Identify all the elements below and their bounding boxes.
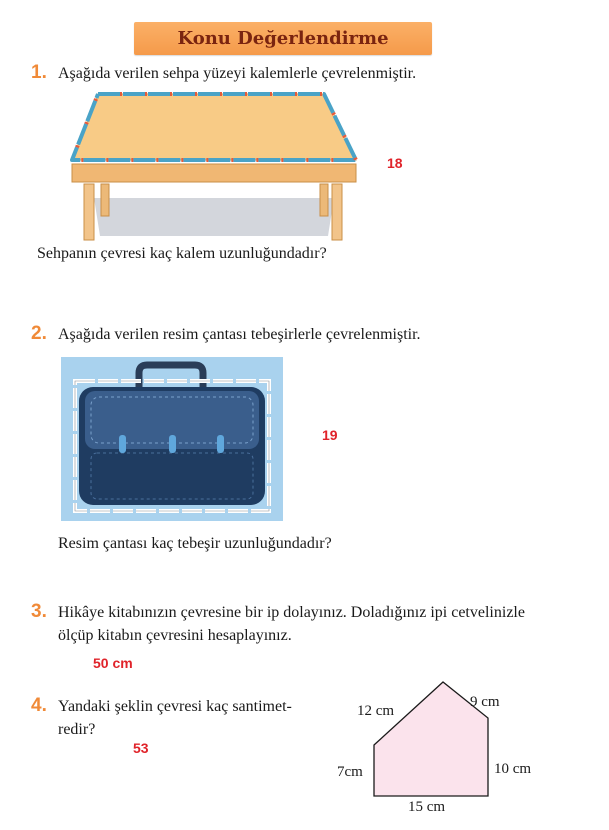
question-3-number: 3.: [31, 601, 47, 622]
question-3-answer: 50 cm: [93, 655, 133, 671]
question-2-prompt: Resim çantası kaç tebeşir uzunluğundadır?: [58, 535, 332, 552]
label-top-right: 9 cm: [470, 694, 500, 710]
question-4-text-line1: Yandaki şeklin çevresi kaç santimet-: [58, 698, 292, 715]
question-2-number: 2.: [31, 323, 47, 344]
question-1-text: Aşağıda verilen sehpa yüzeyi kalemlerle çevrelenmiştir.: [58, 65, 417, 82]
label-top-left: 12 cm: [357, 703, 395, 719]
label-right: 10 cm: [494, 761, 532, 777]
question-2-text: Aşağıda verilen resim çantası tebeşirlerle çevrelenmiştir.: [58, 326, 421, 343]
question-4-number: 4.: [31, 695, 47, 716]
question-4-answer: 53: [133, 740, 149, 756]
question-3-text-line1: Hikâye kitabınızın çevresine bir ip dolayınız. Doladığınız ipi cetvelinizle: [58, 604, 525, 621]
question-1-prompt: Sehpanın çevresi kaç kalem uzunluğundadır?: [37, 245, 327, 262]
question-3-text-line2: ölçüp kitabın çevresini hesaplayınız.: [58, 627, 292, 644]
table-illustration: [66, 88, 366, 248]
bag-illustration: [61, 357, 283, 521]
question-1-answer: 18: [387, 155, 403, 171]
label-bottom: 15 cm: [408, 799, 446, 815]
question-1-number: 1.: [31, 62, 47, 83]
page-title-banner: [134, 22, 432, 55]
pentagon-shape: [330, 680, 560, 820]
label-left: 7cm: [337, 764, 363, 780]
page-title: Konu Değerlendirme: [177, 28, 389, 49]
question-2-answer: 19: [322, 427, 338, 443]
question-4-text-line2: redir?: [58, 721, 96, 738]
